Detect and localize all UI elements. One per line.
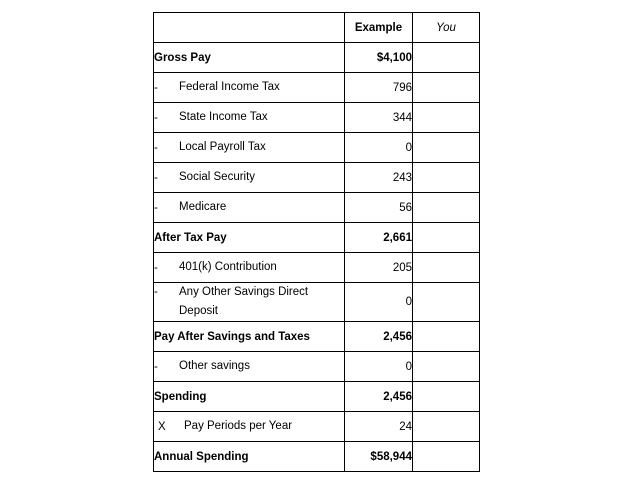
other-savings-prefix: - [154,360,158,373]
pay-periods-you[interactable] [413,412,480,442]
spending-example: 2,456 [345,382,413,412]
pay-periods-example: 24 [345,412,413,442]
k401-label: 401(k) Contribution [179,261,277,274]
after-tax-you[interactable] [413,223,480,253]
federal-tax-example: 796 [345,73,413,103]
state-tax-prefix: - [154,111,158,124]
annual-spending-label: Annual Spending [154,442,345,472]
after-tax-example: 2,661 [345,223,413,253]
gross-pay-example: $4,100 [345,43,413,73]
other-savings-example: 0 [345,352,413,382]
annual-spending-example: $58,944 [345,442,413,472]
gross-pay-label: Gross Pay [154,43,345,73]
row-state-tax [154,103,480,133]
k401-example: 205 [345,253,413,283]
social-security-prefix: - [154,171,158,184]
row-after-tax [154,223,480,253]
federal-tax-prefix: - [154,81,158,94]
local-tax-example: 0 [345,133,413,163]
header-label-cell [154,13,345,43]
row-annual-spending [154,442,480,472]
row-other-savings [154,352,480,382]
header-you: You [413,13,480,43]
social-security-cell [154,163,345,193]
k401-cell [154,253,345,283]
row-after-savings [154,322,480,352]
local-tax-label: Local Payroll Tax [179,141,266,154]
social-security-example: 243 [345,163,413,193]
after-savings-you[interactable] [413,322,480,352]
other-direct-you[interactable] [413,283,480,322]
row-other-direct [154,283,480,322]
after-savings-label: Pay After Savings and Taxes [154,322,345,352]
k401-prefix: - [154,261,158,274]
other-savings-cell [154,352,345,382]
medicare-you[interactable] [413,193,480,223]
medicare-example: 56 [345,193,413,223]
local-tax-cell [154,133,345,163]
row-local-tax [154,133,480,163]
social-security-you[interactable] [413,163,480,193]
row-gross-pay [154,43,480,73]
other-savings-you[interactable] [413,352,480,382]
medicare-cell [154,193,345,223]
pay-periods-label: Pay Periods per Year [184,420,293,433]
local-tax-prefix: - [154,141,158,154]
other-direct-prefix: - [154,286,158,298]
header-example: Example [345,13,413,43]
row-medicare [154,193,480,223]
row-federal-tax [154,73,480,103]
state-tax-label: State Income Tax [179,111,268,124]
k401-you[interactable] [413,253,480,283]
federal-tax-you[interactable] [413,73,480,103]
row-401k [154,253,480,283]
other-direct-label: Any Other Savings Direct Deposit [179,286,309,317]
header-row [154,13,480,43]
other-direct-cell [154,283,345,322]
row-spending [154,382,480,412]
spending-you[interactable] [413,382,480,412]
after-tax-label: After Tax Pay [154,223,345,253]
pay-periods-cell [154,412,345,442]
federal-tax-label: Federal Income Tax [179,81,280,94]
row-pay-periods [154,412,480,442]
medicare-prefix: - [154,201,158,214]
local-tax-you[interactable] [413,133,480,163]
other-savings-label: Other savings [179,360,250,373]
state-tax-you[interactable] [413,103,480,133]
social-security-label: Social Security [179,171,256,184]
after-savings-example: 2,456 [345,322,413,352]
medicare-label: Medicare [179,201,227,214]
other-direct-example: 0 [345,283,413,322]
federal-tax-cell [154,73,345,103]
spending-label: Spending [154,382,345,412]
state-tax-cell [154,103,345,133]
gross-pay-you[interactable] [413,43,480,73]
pay-periods-prefix: X [158,420,166,433]
row-social-security [154,163,480,193]
annual-spending-you[interactable] [413,442,480,472]
pay-worksheet-table [153,12,480,472]
state-tax-example: 344 [345,103,413,133]
